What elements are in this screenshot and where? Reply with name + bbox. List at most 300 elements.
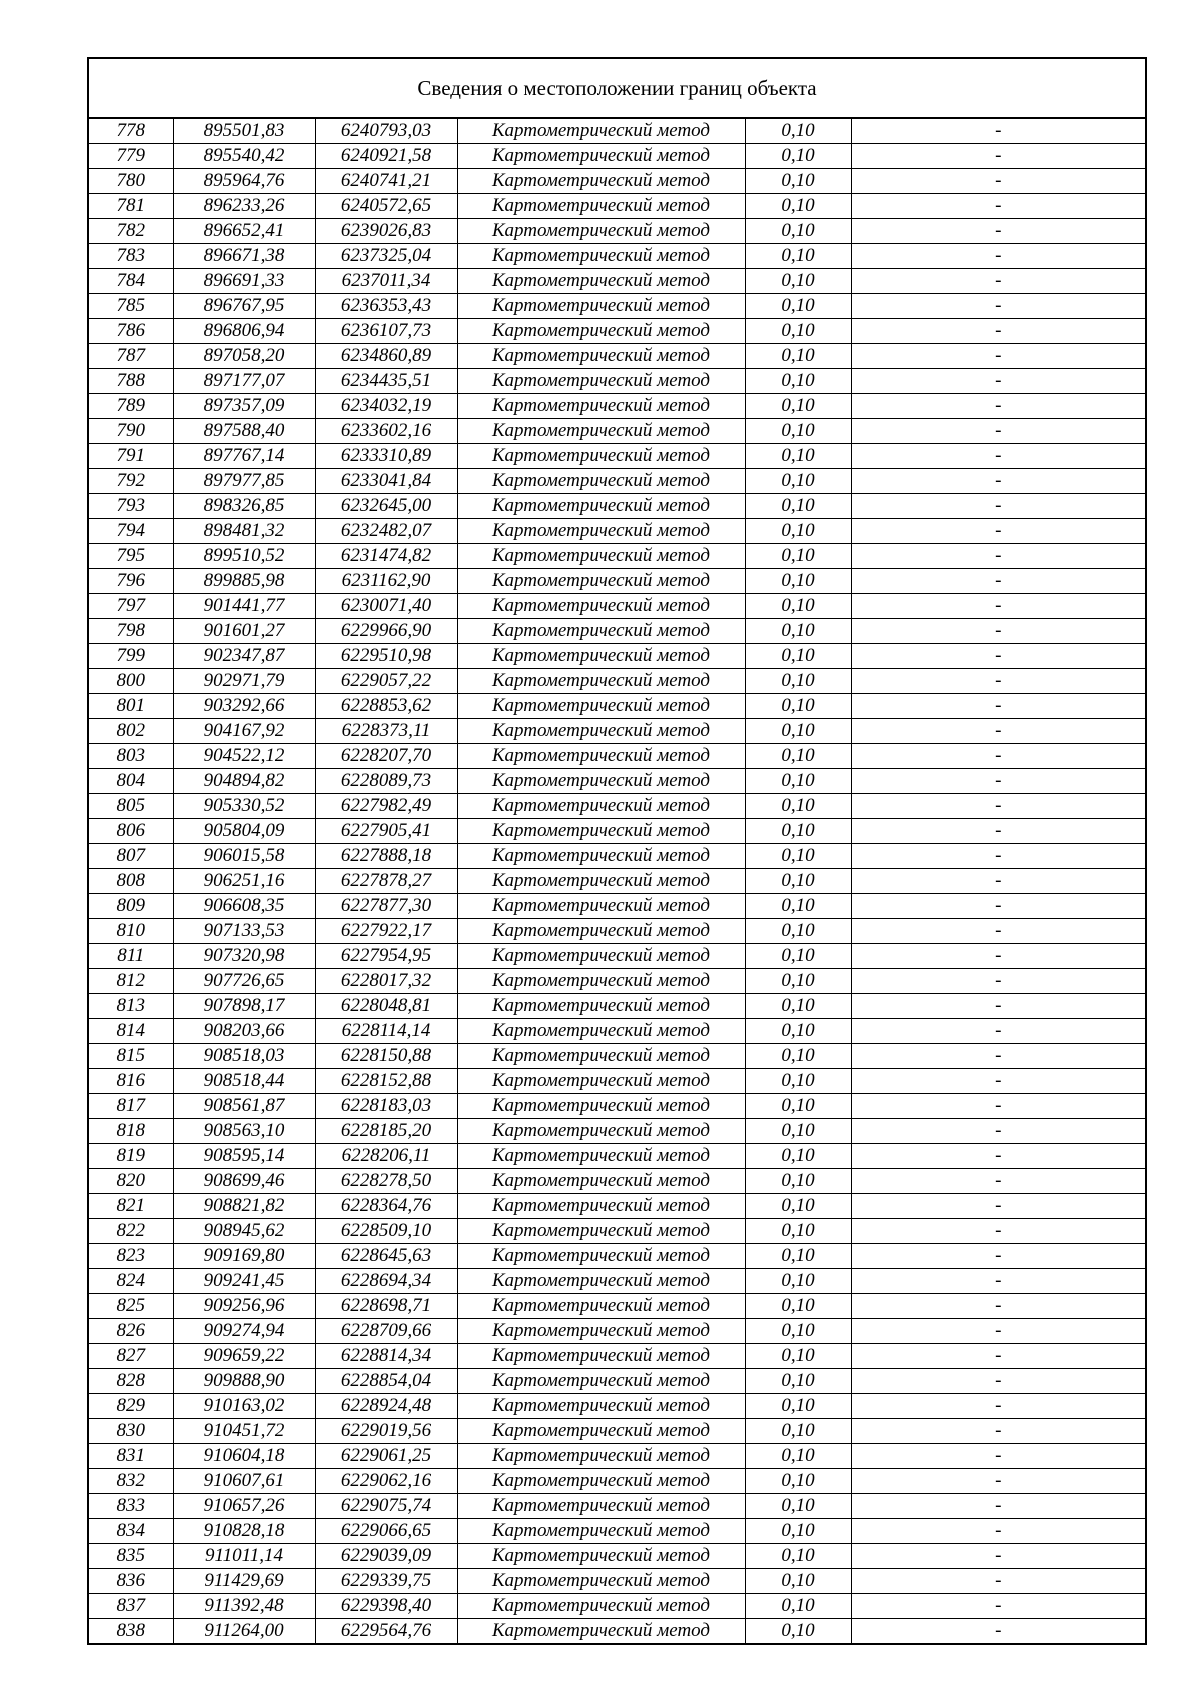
description-cell: -: [851, 1019, 1145, 1044]
description-cell: -: [851, 244, 1145, 269]
description-cell: -: [851, 144, 1145, 169]
coord-x-cell: 908699,46: [173, 1169, 315, 1194]
description-cell: -: [851, 544, 1145, 569]
coord-y-cell: 6237325,04: [315, 244, 457, 269]
coord-y-cell: 6228853,62: [315, 694, 457, 719]
point-number-cell: 838: [89, 1619, 173, 1644]
point-number-cell: 825: [89, 1294, 173, 1319]
coord-y-cell: 6236107,73: [315, 319, 457, 344]
coord-y-cell: 6228206,11: [315, 1144, 457, 1169]
point-number-cell: 821: [89, 1194, 173, 1219]
precision-cell: 0,10: [745, 394, 851, 419]
description-cell: -: [851, 1194, 1145, 1219]
coord-y-cell: 6228854,04: [315, 1369, 457, 1394]
precision-cell: 0,10: [745, 494, 851, 519]
sheet-title: Сведения о местоположении границ объекта: [89, 59, 1145, 119]
table-row: [89, 694, 1145, 719]
precision-cell: 0,10: [745, 969, 851, 994]
method-cell: Картометрический метод: [457, 1419, 745, 1444]
point-number-cell: 815: [89, 1044, 173, 1069]
description-cell: -: [851, 1294, 1145, 1319]
description-cell: -: [851, 1169, 1145, 1194]
table-row: [89, 1219, 1145, 1244]
point-number-cell: 782: [89, 219, 173, 244]
table-row: [89, 294, 1145, 319]
point-number-cell: 805: [89, 794, 173, 819]
table-row: [89, 319, 1145, 344]
point-number-cell: 837: [89, 1594, 173, 1619]
description-cell: -: [851, 644, 1145, 669]
coord-y-cell: 6227878,27: [315, 869, 457, 894]
coord-x-cell: 896691,33: [173, 269, 315, 294]
precision-cell: 0,10: [745, 1169, 851, 1194]
point-number-cell: 781: [89, 194, 173, 219]
precision-cell: 0,10: [745, 1594, 851, 1619]
coord-y-cell: 6236353,43: [315, 294, 457, 319]
description-cell: -: [851, 769, 1145, 794]
method-cell: Картометрический метод: [457, 894, 745, 919]
precision-cell: 0,10: [745, 144, 851, 169]
table-row: [89, 219, 1145, 244]
coord-y-cell: 6228509,10: [315, 1219, 457, 1244]
description-cell: -: [851, 1269, 1145, 1294]
point-number-cell: 794: [89, 519, 173, 544]
coord-y-cell: 6233041,84: [315, 469, 457, 494]
table-row: [89, 919, 1145, 944]
description-cell: -: [851, 1444, 1145, 1469]
coord-y-cell: 6240921,58: [315, 144, 457, 169]
coord-x-cell: 905330,52: [173, 794, 315, 819]
table-row: [89, 619, 1145, 644]
coord-x-cell: 909241,45: [173, 1269, 315, 1294]
description-cell: -: [851, 994, 1145, 1019]
description-cell: -: [851, 719, 1145, 744]
method-cell: Картометрический метод: [457, 294, 745, 319]
description-cell: -: [851, 919, 1145, 944]
table-row: [89, 1419, 1145, 1444]
precision-cell: 0,10: [745, 1569, 851, 1594]
precision-cell: 0,10: [745, 1044, 851, 1069]
method-cell: Картометрический метод: [457, 1444, 745, 1469]
table-row: [89, 1569, 1145, 1594]
coord-y-cell: 6228089,73: [315, 769, 457, 794]
coord-y-cell: 6231474,82: [315, 544, 457, 569]
description-cell: -: [851, 469, 1145, 494]
coord-y-cell: 6240793,03: [315, 119, 457, 144]
precision-cell: 0,10: [745, 1219, 851, 1244]
coord-y-cell: 6239026,83: [315, 219, 457, 244]
description-cell: -: [851, 1244, 1145, 1269]
table-row: [89, 1194, 1145, 1219]
description-cell: -: [851, 169, 1145, 194]
coord-x-cell: 908203,66: [173, 1019, 315, 1044]
coord-x-cell: 908561,87: [173, 1094, 315, 1119]
coord-y-cell: 6227905,41: [315, 819, 457, 844]
coord-x-cell: 906251,16: [173, 869, 315, 894]
precision-cell: 0,10: [745, 994, 851, 1019]
point-number-cell: 836: [89, 1569, 173, 1594]
table-row: [89, 844, 1145, 869]
table-row: [89, 1519, 1145, 1544]
coord-y-cell: 6229564,76: [315, 1619, 457, 1644]
description-cell: -: [851, 219, 1145, 244]
description-cell: -: [851, 394, 1145, 419]
point-number-cell: 787: [89, 344, 173, 369]
coord-y-cell: 6228114,14: [315, 1019, 457, 1044]
coord-x-cell: 905804,09: [173, 819, 315, 844]
coord-y-cell: 6230071,40: [315, 594, 457, 619]
coord-x-cell: 895540,42: [173, 144, 315, 169]
coord-y-cell: 6229062,16: [315, 1469, 457, 1494]
point-number-cell: 812: [89, 969, 173, 994]
coord-y-cell: 6228709,66: [315, 1319, 457, 1344]
coord-y-cell: 6228373,11: [315, 719, 457, 744]
point-number-cell: 788: [89, 369, 173, 394]
method-cell: Картометрический метод: [457, 844, 745, 869]
precision-cell: 0,10: [745, 1069, 851, 1094]
point-number-cell: 810: [89, 919, 173, 944]
table-row: [89, 1469, 1145, 1494]
point-number-cell: 780: [89, 169, 173, 194]
coord-y-cell: 6237011,34: [315, 269, 457, 294]
precision-cell: 0,10: [745, 419, 851, 444]
coord-y-cell: 6229398,40: [315, 1594, 457, 1619]
precision-cell: 0,10: [745, 1444, 851, 1469]
table-row: [89, 194, 1145, 219]
description-cell: -: [851, 594, 1145, 619]
coord-x-cell: 908945,62: [173, 1219, 315, 1244]
description-cell: -: [851, 844, 1145, 869]
point-number-cell: 799: [89, 644, 173, 669]
point-number-cell: 804: [89, 769, 173, 794]
method-cell: Картометрический метод: [457, 1344, 745, 1369]
precision-cell: 0,10: [745, 594, 851, 619]
method-cell: Картометрический метод: [457, 1494, 745, 1519]
table-row: [89, 244, 1145, 269]
coord-x-cell: 907898,17: [173, 994, 315, 1019]
precision-cell: 0,10: [745, 1369, 851, 1394]
coord-x-cell: 896652,41: [173, 219, 315, 244]
method-cell: Картометрический метод: [457, 769, 745, 794]
coord-x-cell: 908518,03: [173, 1044, 315, 1069]
point-number-cell: 809: [89, 894, 173, 919]
table-row: [89, 369, 1145, 394]
coord-y-cell: 6229075,74: [315, 1494, 457, 1519]
point-number-cell: 807: [89, 844, 173, 869]
description-cell: -: [851, 1469, 1145, 1494]
table-row: [89, 569, 1145, 594]
table-row: [89, 1244, 1145, 1269]
method-cell: Картометрический метод: [457, 344, 745, 369]
description-cell: -: [851, 869, 1145, 894]
precision-cell: 0,10: [745, 1019, 851, 1044]
method-cell: Картометрический метод: [457, 644, 745, 669]
description-cell: -: [851, 1094, 1145, 1119]
point-number-cell: 817: [89, 1094, 173, 1119]
method-cell: Картометрический метод: [457, 444, 745, 469]
method-cell: Картометрический метод: [457, 969, 745, 994]
table-row: [89, 644, 1145, 669]
method-cell: Картометрический метод: [457, 269, 745, 294]
method-cell: Картометрический метод: [457, 194, 745, 219]
table-row: [89, 594, 1145, 619]
description-cell: -: [851, 1369, 1145, 1394]
description-cell: -: [851, 194, 1145, 219]
coord-x-cell: 909659,22: [173, 1344, 315, 1369]
table-row: [89, 969, 1145, 994]
precision-cell: 0,10: [745, 344, 851, 369]
precision-cell: 0,10: [745, 1294, 851, 1319]
table-row: [89, 1394, 1145, 1419]
table-row: [89, 469, 1145, 494]
table-row: [89, 719, 1145, 744]
table-row: [89, 769, 1145, 794]
point-number-cell: 808: [89, 869, 173, 894]
precision-cell: 0,10: [745, 369, 851, 394]
description-cell: -: [851, 1594, 1145, 1619]
description-cell: -: [851, 1044, 1145, 1069]
coord-y-cell: 6234435,51: [315, 369, 457, 394]
coord-y-cell: 6227982,49: [315, 794, 457, 819]
coord-x-cell: 901601,27: [173, 619, 315, 644]
point-number-cell: 792: [89, 469, 173, 494]
table-row: [89, 819, 1145, 844]
method-cell: Картометрический метод: [457, 1469, 745, 1494]
method-cell: Картометрический метод: [457, 1169, 745, 1194]
coord-x-cell: 910828,18: [173, 1519, 315, 1544]
point-number-cell: 795: [89, 544, 173, 569]
coord-x-cell: 911264,00: [173, 1619, 315, 1644]
coord-y-cell: 6228698,71: [315, 1294, 457, 1319]
precision-cell: 0,10: [745, 469, 851, 494]
precision-cell: 0,10: [745, 169, 851, 194]
point-number-cell: 827: [89, 1344, 173, 1369]
table-row: [89, 894, 1145, 919]
precision-cell: 0,10: [745, 1394, 851, 1419]
point-number-cell: 786: [89, 319, 173, 344]
coord-y-cell: 6232645,00: [315, 494, 457, 519]
coord-x-cell: 908821,82: [173, 1194, 315, 1219]
point-number-cell: 833: [89, 1494, 173, 1519]
coord-x-cell: 906015,58: [173, 844, 315, 869]
description-cell: -: [851, 819, 1145, 844]
precision-cell: 0,10: [745, 1319, 851, 1344]
point-number-cell: 793: [89, 494, 173, 519]
coord-y-cell: 6228150,88: [315, 1044, 457, 1069]
coord-x-cell: 897058,20: [173, 344, 315, 369]
precision-cell: 0,10: [745, 944, 851, 969]
coord-x-cell: 911429,69: [173, 1569, 315, 1594]
method-cell: Картометрический метод: [457, 1269, 745, 1294]
point-number-cell: 791: [89, 444, 173, 469]
precision-cell: 0,10: [745, 219, 851, 244]
coord-x-cell: 896806,94: [173, 319, 315, 344]
coord-x-cell: 909169,80: [173, 1244, 315, 1269]
table-row: [89, 1069, 1145, 1094]
description-cell: -: [851, 419, 1145, 444]
method-cell: Картометрический метод: [457, 244, 745, 269]
precision-cell: 0,10: [745, 1344, 851, 1369]
table-row: [89, 119, 1145, 144]
coord-y-cell: 6229966,90: [315, 619, 457, 644]
coord-x-cell: 897767,14: [173, 444, 315, 469]
method-cell: Картометрический метод: [457, 1369, 745, 1394]
coord-x-cell: 895501,83: [173, 119, 315, 144]
coord-x-cell: 898326,85: [173, 494, 315, 519]
point-number-cell: 806: [89, 819, 173, 844]
table-row: [89, 1119, 1145, 1144]
coord-x-cell: 907133,53: [173, 919, 315, 944]
point-number-cell: 820: [89, 1169, 173, 1194]
coord-x-cell: 908518,44: [173, 1069, 315, 1094]
point-number-cell: 828: [89, 1369, 173, 1394]
coord-x-cell: 910451,72: [173, 1419, 315, 1444]
point-number-cell: 797: [89, 594, 173, 619]
coord-x-cell: 909888,90: [173, 1369, 315, 1394]
point-number-cell: 789: [89, 394, 173, 419]
table-row: [89, 1369, 1145, 1394]
coord-x-cell: 911011,14: [173, 1544, 315, 1569]
table-row: [89, 994, 1145, 1019]
coord-x-cell: 906608,35: [173, 894, 315, 919]
precision-cell: 0,10: [745, 544, 851, 569]
coord-x-cell: 902971,79: [173, 669, 315, 694]
method-cell: Картометрический метод: [457, 1194, 745, 1219]
precision-cell: 0,10: [745, 819, 851, 844]
description-cell: -: [851, 1319, 1145, 1344]
precision-cell: 0,10: [745, 519, 851, 544]
method-cell: Картометрический метод: [457, 1094, 745, 1119]
coord-x-cell: 896767,95: [173, 294, 315, 319]
point-number-cell: 832: [89, 1469, 173, 1494]
table-row: [89, 1619, 1145, 1644]
precision-cell: 0,10: [745, 444, 851, 469]
coord-x-cell: 907320,98: [173, 944, 315, 969]
description-cell: -: [851, 519, 1145, 544]
method-cell: Картометрический метод: [457, 1619, 745, 1644]
coord-x-cell: 910607,61: [173, 1469, 315, 1494]
description-cell: -: [851, 1569, 1145, 1594]
precision-cell: 0,10: [745, 569, 851, 594]
precision-cell: 0,10: [745, 1244, 851, 1269]
coord-y-cell: 6228185,20: [315, 1119, 457, 1144]
coord-y-cell: 6229066,65: [315, 1519, 457, 1544]
point-number-cell: 826: [89, 1319, 173, 1344]
description-cell: -: [851, 744, 1145, 769]
method-cell: Картометрический метод: [457, 1394, 745, 1419]
coordinates-table-body: [89, 119, 1145, 1643]
method-cell: Картометрический метод: [457, 669, 745, 694]
point-number-cell: 790: [89, 419, 173, 444]
coord-x-cell: 896233,26: [173, 194, 315, 219]
precision-cell: 0,10: [745, 1269, 851, 1294]
table-row: [89, 1269, 1145, 1294]
method-cell: Картометрический метод: [457, 219, 745, 244]
coord-x-cell: 901441,77: [173, 594, 315, 619]
precision-cell: 0,10: [745, 1094, 851, 1119]
point-number-cell: 778: [89, 119, 173, 144]
table-row: [89, 1144, 1145, 1169]
description-cell: -: [851, 969, 1145, 994]
precision-cell: 0,10: [745, 1119, 851, 1144]
method-cell: Картометрический метод: [457, 1319, 745, 1344]
precision-cell: 0,10: [745, 1194, 851, 1219]
method-cell: Картометрический метод: [457, 419, 745, 444]
coord-x-cell: 910604,18: [173, 1444, 315, 1469]
method-cell: Картометрический метод: [457, 869, 745, 894]
description-cell: -: [851, 569, 1145, 594]
coord-x-cell: 899885,98: [173, 569, 315, 594]
precision-cell: 0,10: [745, 244, 851, 269]
coord-x-cell: 910657,26: [173, 1494, 315, 1519]
table-row: [89, 394, 1145, 419]
method-cell: Картометрический метод: [457, 594, 745, 619]
coord-x-cell: 903292,66: [173, 694, 315, 719]
coord-x-cell: 897357,09: [173, 394, 315, 419]
precision-cell: 0,10: [745, 1494, 851, 1519]
coord-y-cell: 6228645,63: [315, 1244, 457, 1269]
coord-y-cell: 6228924,48: [315, 1394, 457, 1419]
precision-cell: 0,10: [745, 719, 851, 744]
table-row: [89, 144, 1145, 169]
method-cell: Картометрический метод: [457, 569, 745, 594]
description-cell: -: [851, 1394, 1145, 1419]
point-number-cell: 814: [89, 1019, 173, 1044]
precision-cell: 0,10: [745, 1419, 851, 1444]
method-cell: Картометрический метод: [457, 544, 745, 569]
precision-cell: 0,10: [745, 744, 851, 769]
precision-cell: 0,10: [745, 644, 851, 669]
coord-y-cell: 6227888,18: [315, 844, 457, 869]
description-cell: -: [851, 444, 1145, 469]
description-cell: -: [851, 369, 1145, 394]
coord-y-cell: 6227922,17: [315, 919, 457, 944]
method-cell: Картометрический метод: [457, 1019, 745, 1044]
method-cell: Картометрический метод: [457, 1569, 745, 1594]
coord-y-cell: 6228048,81: [315, 994, 457, 1019]
method-cell: Картометрический метод: [457, 494, 745, 519]
coord-x-cell: 908563,10: [173, 1119, 315, 1144]
point-number-cell: 800: [89, 669, 173, 694]
point-number-cell: 835: [89, 1544, 173, 1569]
coord-x-cell: 902347,87: [173, 644, 315, 669]
precision-cell: 0,10: [745, 1144, 851, 1169]
method-cell: Картометрический метод: [457, 1244, 745, 1269]
coord-x-cell: 904894,82: [173, 769, 315, 794]
table-row: [89, 444, 1145, 469]
coord-y-cell: 6228694,34: [315, 1269, 457, 1294]
method-cell: Картометрический метод: [457, 469, 745, 494]
coord-x-cell: 908595,14: [173, 1144, 315, 1169]
point-number-cell: 801: [89, 694, 173, 719]
point-number-cell: 803: [89, 744, 173, 769]
table-row: [89, 1444, 1145, 1469]
table-row: [89, 1544, 1145, 1569]
method-cell: Картометрический метод: [457, 1069, 745, 1094]
point-number-cell: 798: [89, 619, 173, 644]
table-row: [89, 744, 1145, 769]
precision-cell: 0,10: [745, 319, 851, 344]
coord-y-cell: 6234860,89: [315, 344, 457, 369]
description-cell: -: [851, 694, 1145, 719]
description-cell: -: [851, 1544, 1145, 1569]
coord-y-cell: 6228017,32: [315, 969, 457, 994]
coord-y-cell: 6228814,34: [315, 1344, 457, 1369]
precision-cell: 0,10: [745, 1619, 851, 1644]
coord-y-cell: 6228183,03: [315, 1094, 457, 1119]
coord-x-cell: 899510,52: [173, 544, 315, 569]
precision-cell: 0,10: [745, 1519, 851, 1544]
